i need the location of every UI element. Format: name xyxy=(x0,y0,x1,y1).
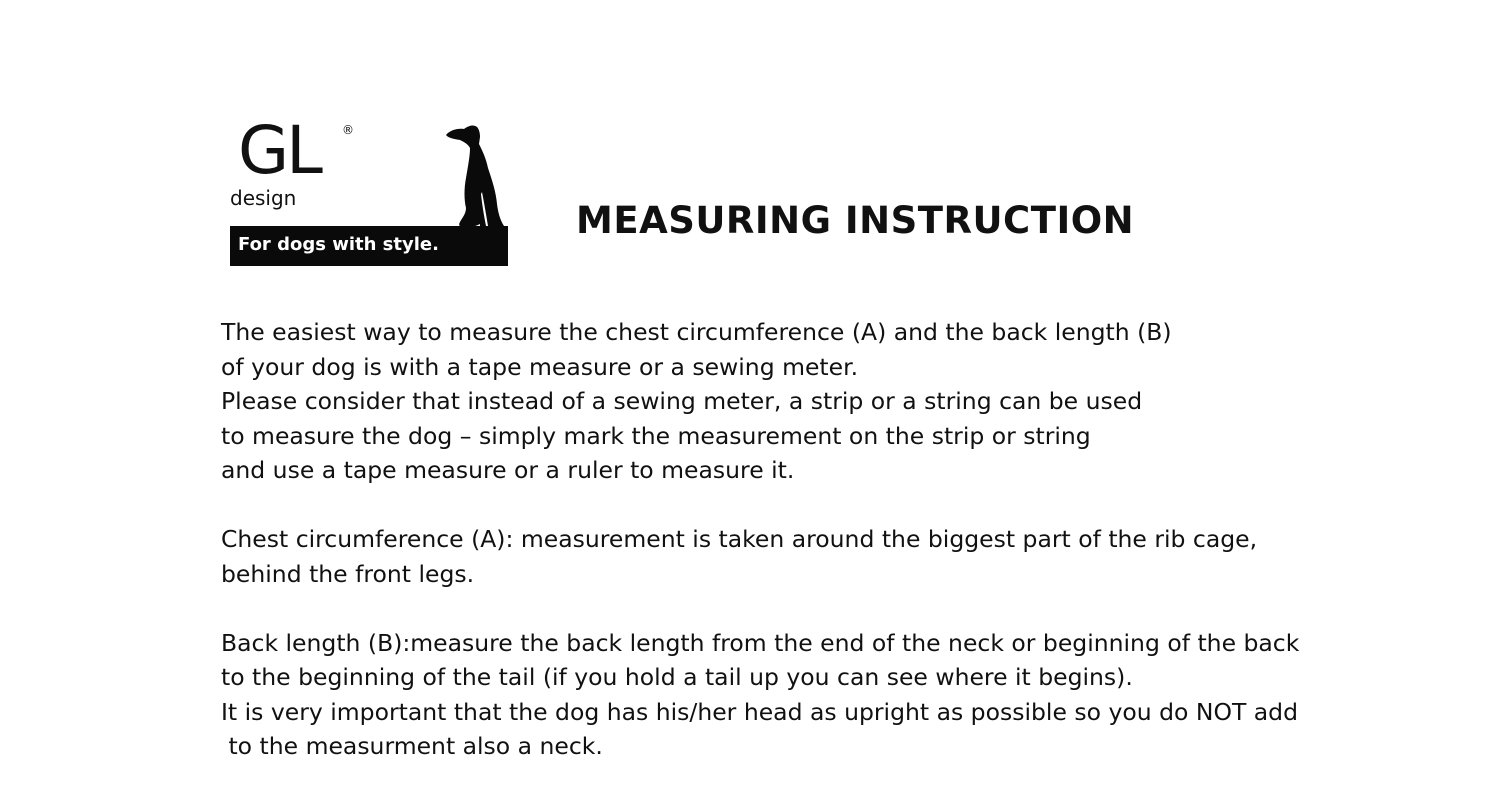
tagline-bar xyxy=(230,226,508,266)
text-line: to the beginning of the tail (if you hold a tail up you can see where it begins). xyxy=(221,663,1133,691)
text-line: to the measurment also a neck. xyxy=(221,732,603,760)
back-length-paragraph xyxy=(221,626,1496,764)
text-line: of your dog is with a tape measure or a sewing meter. xyxy=(221,352,859,381)
brand-logo xyxy=(228,112,512,270)
intro-paragraph xyxy=(221,315,1496,488)
text-line: Back length (B):measure the back length from the end of the neck or beginning of the back xyxy=(221,628,1300,657)
page-title: MEASURING INSTRUCTION xyxy=(576,199,1135,242)
text-line: Please consider that instead of a sewing meter, a strip or a string can be used xyxy=(221,387,1143,415)
text-line: behind the front legs. xyxy=(221,559,475,588)
text-line: to measure the dog – simply mark the measurement on the strip or string xyxy=(221,421,1091,450)
text-line: It is very important that the dog has his/her head as upright as possible so you do NOT add xyxy=(221,697,1299,726)
chest-paragraph xyxy=(221,522,1496,591)
text-line: The easiest way to measure the chest circumference (A) and the back length (B) xyxy=(221,318,1172,346)
logo-gl-text: GL xyxy=(238,112,320,189)
text-line: and use a tape measure or a ruler to measure it. xyxy=(221,456,795,484)
text-line: Chest circumference (A): measurement is taken around the biggest part of the rib cage, xyxy=(221,525,1258,553)
logo-design-text: design xyxy=(230,186,297,210)
registered-mark: ® xyxy=(342,123,354,137)
logo-tagline: For dogs with style. xyxy=(238,234,439,255)
greyhound-silhouette-icon xyxy=(442,122,512,232)
instructions-body xyxy=(221,315,1496,798)
